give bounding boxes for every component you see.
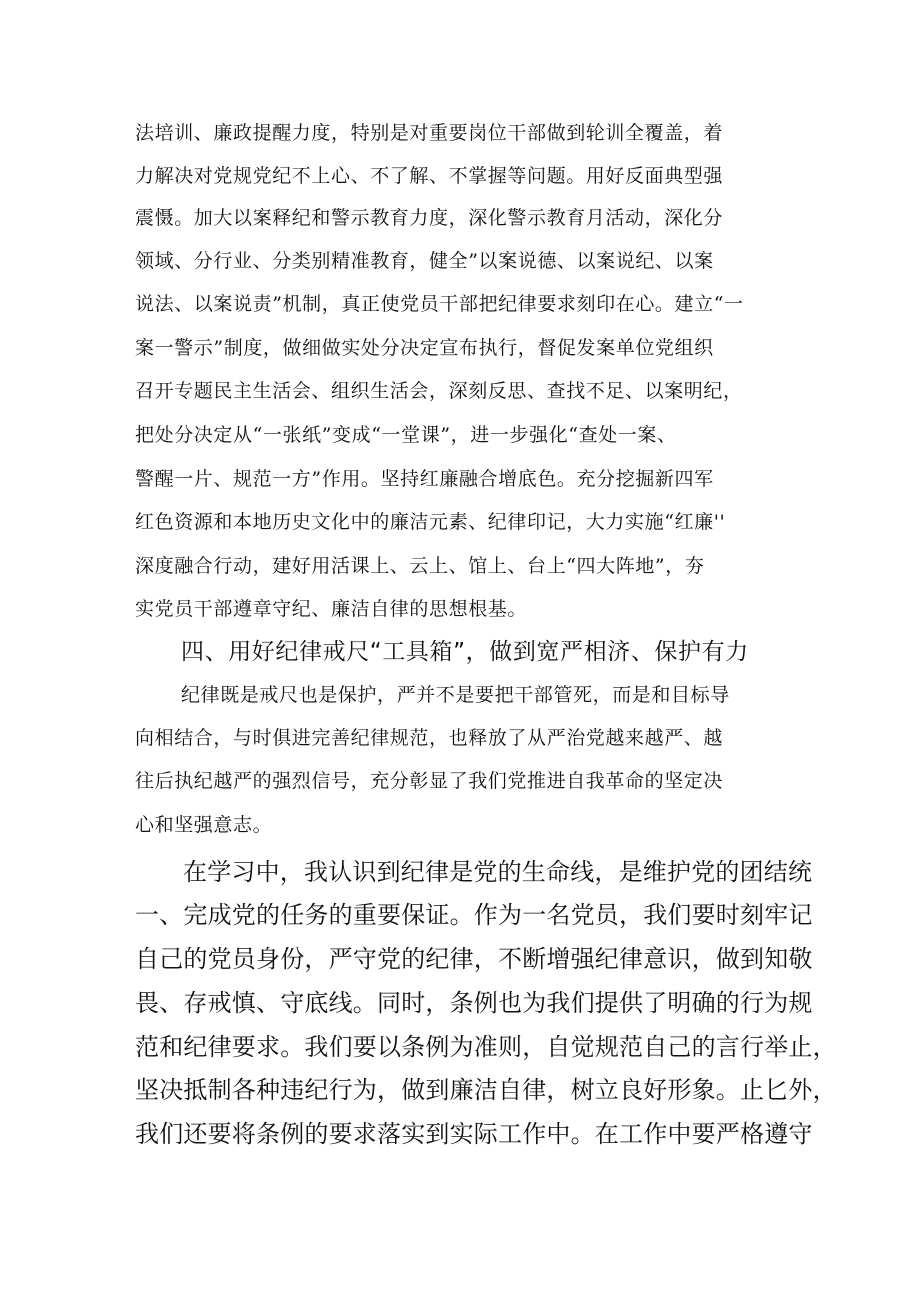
paragraph-a-line-9: 警醒一片、规范一方”作用。坚持红廉融合增底色。充分挖掘新四军	[135, 468, 714, 490]
paragraph-a-line-4: 领域、分行业、分类别精准教育，健全”以案说德、以案说纪、以案	[135, 250, 714, 272]
paragraph-c-line-6: 坚决抵制各种违纪行为，做到廉洁自律，树立良好形象。止匕外，	[135, 1076, 837, 1104]
paragraph-c-line-2: 一、完成党的任务的重要保证。作为一名党员，我们要时刻牢记	[135, 901, 813, 929]
paragraph-c-line-3: 自己的党员身份，严守党的纪律，不断增强纪律意识，做到知敬	[135, 945, 813, 973]
paragraph-c-line-5: 范和纪律要求。我们要以条例为准则，自觉规范自己的言行举止，	[135, 1033, 837, 1061]
paragraph-c-line-4: 畏、存戒慎、守底线。同时，条例也为我们提供了明确的行为规	[135, 989, 813, 1017]
paragraph-a-line-1: 法培训、廉政提醒力度，特别是对重要岗位干部做到轮训全覆盖，着	[135, 122, 724, 144]
paragraph-a-line-11: 深度融合行动，建好用活课上、云上、馆上、台上“四大阵地”，夯	[135, 555, 705, 577]
paragraph-c-line-7: 我们还要将条例的要求落实到实际工作中。在工作中要严格遵守	[135, 1120, 813, 1148]
paragraph-a-line-6: 案一警示”制度，做细做实处分决定宣布执行，督促发案单位党组织	[135, 337, 714, 359]
paragraph-c-line-1: 在学习中，我认识到纪律是党的生命线，是维护党的团结统	[183, 858, 813, 886]
paragraph-a-line-12: 实党员干部遵章守纪、廉洁自律的思想根基。	[135, 598, 528, 620]
paragraph-b-line-2: 向相结合，与时俱进完善纪律规范，也释放了从严治党越来越严、越	[135, 727, 724, 749]
paragraph-a-line-7: 召开专题民主生活会、组织生活会，深刻反思、查找不足、以案明纪，	[135, 380, 743, 402]
paragraph-a-line-10: 红色资源和本地历史文化中的廉洁元素、纪律印记，大力实施“红廉''	[135, 511, 726, 533]
paragraph-a-line-8: 把处分决定从“一张纸”变成“一堂课”，进一步强化“查处一案、	[135, 424, 677, 446]
paragraph-a-line-3: 震慑。加大以案释纪和警示教育力度，深化警示教育月活动，深化分	[135, 207, 724, 229]
paragraph-a-line-2: 力解决对党规党纪不上心、不了解、不掌握等问题。用好反面典型强	[135, 165, 724, 187]
section-heading: 四、用好纪律戒尺“工具箱”，做到宽严相济、保护有力	[181, 639, 749, 665]
paragraph-a-line-5: 说法、以案说责”机制，真正使党员干部把纪律要求刻印在心。建立“一	[135, 293, 744, 315]
paragraph-b-line-3: 往后执纪越严的强烈信号，充分彰显了我们党推进自我革命的坚定决	[135, 770, 724, 792]
paragraph-b-line-1: 纪律既是戒尺也是保护，严并不是要把干部管死，而是和目标导	[181, 684, 730, 706]
paragraph-b-line-4: 心和坚强意志。	[135, 814, 273, 836]
